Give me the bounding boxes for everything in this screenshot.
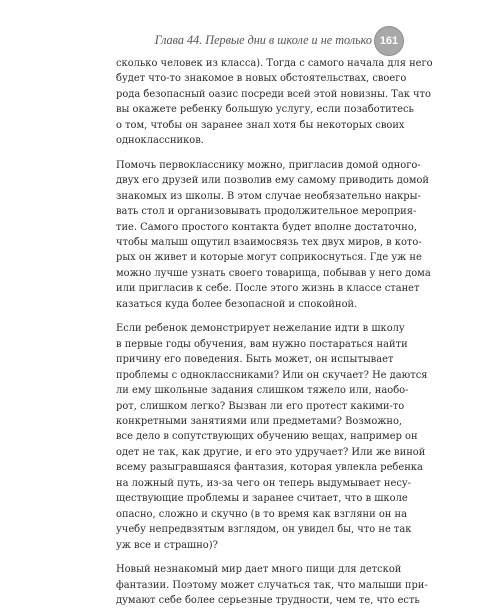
text-line: причину его поведения. Быть может, он испытывает: [116, 354, 394, 366]
paragraph: [116, 321, 428, 553]
text-line: одет не так, как другие, и его это удручает? Или же виной: [116, 446, 426, 458]
text-line: знакомых из школы. В этом случае необязательно накры-: [116, 190, 421, 202]
text-line: сколько человек из класса). Тогда с самого начала для него: [116, 58, 433, 69]
text-line: уж все и страшно)?: [116, 539, 218, 551]
text-line: двух его друзей или позволив ему самому приводить домой: [116, 175, 429, 187]
text-line: Если ребенок демонстрирует нежелание идти в школу: [116, 323, 405, 335]
text-line: вать стол и организовывать продолжительное мероприя-: [116, 206, 417, 218]
text-line: опасно, сложно и скучно (в то время как взгляни он на: [116, 508, 407, 520]
text-line: одноклассников.: [116, 135, 204, 147]
text-line: будет что-то знакомое в новых обстоятельствах, своего: [116, 73, 407, 85]
text-line: в первые годы обучения, вам нужно постараться найти: [116, 338, 408, 350]
text-line: все дело в сопутствующих обучению вещах, например он: [116, 431, 418, 443]
text-line: думают себе более серьезные трудности, чем те, что есть: [116, 594, 420, 606]
text-line: можно лучше узнать своего товарища, побывав у него дома: [116, 267, 431, 279]
paragraph: [116, 56, 433, 149]
text-line: или пригласив к себе. После этого жизнь в классе станет: [116, 283, 420, 295]
text-line: Новый незнакомый мир дает много пищи для детской: [116, 564, 402, 576]
text-line: тие. Самого простого контакта будет вполне достаточно,: [116, 221, 417, 233]
text-line: учебу непредвзятым взглядом, он увидел бы, что не так: [116, 524, 412, 536]
paragraph: [116, 562, 428, 608]
text-line: вы окажете ребенку большую услугу, если позаботитесь: [116, 104, 414, 116]
text-line: рых он живет и которые могут соприкоснуться. Где уж не: [116, 252, 422, 264]
text-line: ли ему школьные задания слишком тяжело или, наобо-: [116, 385, 409, 397]
text-line: конкретными занятиями или предметами? Возможно,: [116, 415, 403, 427]
text-line: Помочь первокласснику можно, пригласив домой одного-: [116, 159, 421, 171]
text-line: ществующие проблемы и заранее считает, что в школе: [116, 493, 408, 505]
text-line: казаться куда более безопасной и спокойной.: [116, 298, 358, 310]
text-line: чтобы малыш ощутил взаимосвязь тех двух миров, в кото-: [116, 236, 422, 248]
paragraph: [116, 158, 431, 313]
body-text: [116, 56, 433, 608]
page-number-badge: 161: [374, 26, 404, 56]
text-line: проблемы с одноклассниками? Или он скучает? Не даются: [116, 369, 428, 381]
text-line: на ложный путь, из-за чего он теперь выдумывает несу-: [116, 477, 412, 489]
page-header: [0, 26, 500, 56]
running-head: Глава 44. Первые дни в школе и не только: [154, 33, 372, 47]
text-line: рот, слишком легко? Вызван ли его протест какими-то: [116, 400, 405, 412]
text-line: всему разыгравшаяся фантазия, которая увлекла ребенка: [116, 462, 423, 474]
text-line: фантазии. Поэтому может случаться так, что малыши при-: [116, 579, 428, 591]
text-line: рода безопасный оазис посреди всей этой новизны. Так что: [116, 88, 431, 100]
text-line: о том, чтобы он заранее знал хотя бы некоторых своих: [116, 119, 405, 131]
